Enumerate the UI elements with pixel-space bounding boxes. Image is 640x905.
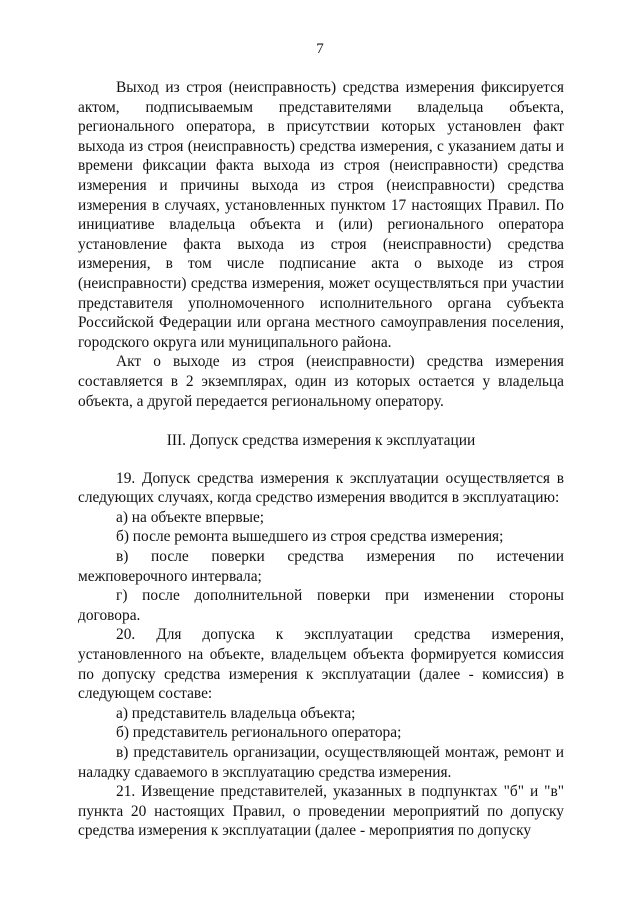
item-19-b: б) после ремонта вышедшего из строя средства измерения; <box>116 528 504 546</box>
item-19: 19. Допуск средства измерения к эксплуатации осуществляется в следующих случаях, когда средство измерения вводится в эксплуатацию: <box>78 469 564 507</box>
item-20-a: а) представитель владельца объекта; <box>116 704 356 722</box>
item-21: 21. Извещение представителей, указанных в подпунктах "б" и "в" пункта 20 настоящих Правил, о проведении мероприятий по допуску средства измерения к эксплуатации (далее - мероприятия по допуску <box>78 783 564 840</box>
item-19-d: г) после дополнительной поверки при изменении стороны договора. <box>78 587 564 624</box>
item-19-c: в) после поверки средства измерения по истечении межповерочного интервала; <box>78 548 564 585</box>
section-title: III. Допуск средства измерения к эксплуатации <box>166 432 476 450</box>
paragraph-equipment-failure-act: Выход из строя (неисправность) средства измерения фиксируется актом, подписываемым представителями владельца объекта, регионального оператора, в присутствии которых установлен факт выхода из строя (неисправность) средства измерения, с указанием даты и времени фиксации факта выхода из строя (неисправности) средства измерения и причины выхода из строя (неисправности) средства измерения в случаях, установленных пунктом 17 настоящих Правил. По инициативе владельца объекта и (или) регионального оператора установление факта выхода из строя (неисправности) средства измерения, в том числе подписание акта о выходе из строя (неисправности) средства измерения, может осуществляться при участии представителя уполномоченного исполнительного органа субъекта Российской Федерации или органа местного самоуправления поселения, городского округа или муниципального района. <box>78 79 564 351</box>
paragraph-act-copies: Акт о выходе из строя (неисправности) средства измерения составляется в 2 экземплярах, один из которых остается у владельца объекта, а другой передается региональному оператору. <box>78 353 564 410</box>
item-20: 20. Для допуска к эксплуатации средства измерения, установленного на объекте, владельцем объекта формируется комиссия по допуску средства измерения к эксплуатации (далее - комиссия) в следующем составе: <box>78 626 564 703</box>
item-20-b: б) представитель регионального оператора; <box>116 724 402 742</box>
item-19-a: а) на объекте впервые; <box>116 508 265 526</box>
document-body <box>78 78 564 841</box>
page-number: 7 <box>316 41 324 57</box>
item-20-c: в) представитель организации, осуществляющей монтаж, ремонт и наладку сдаваемого в эксплуатацию средства измерения. <box>78 744 564 781</box>
